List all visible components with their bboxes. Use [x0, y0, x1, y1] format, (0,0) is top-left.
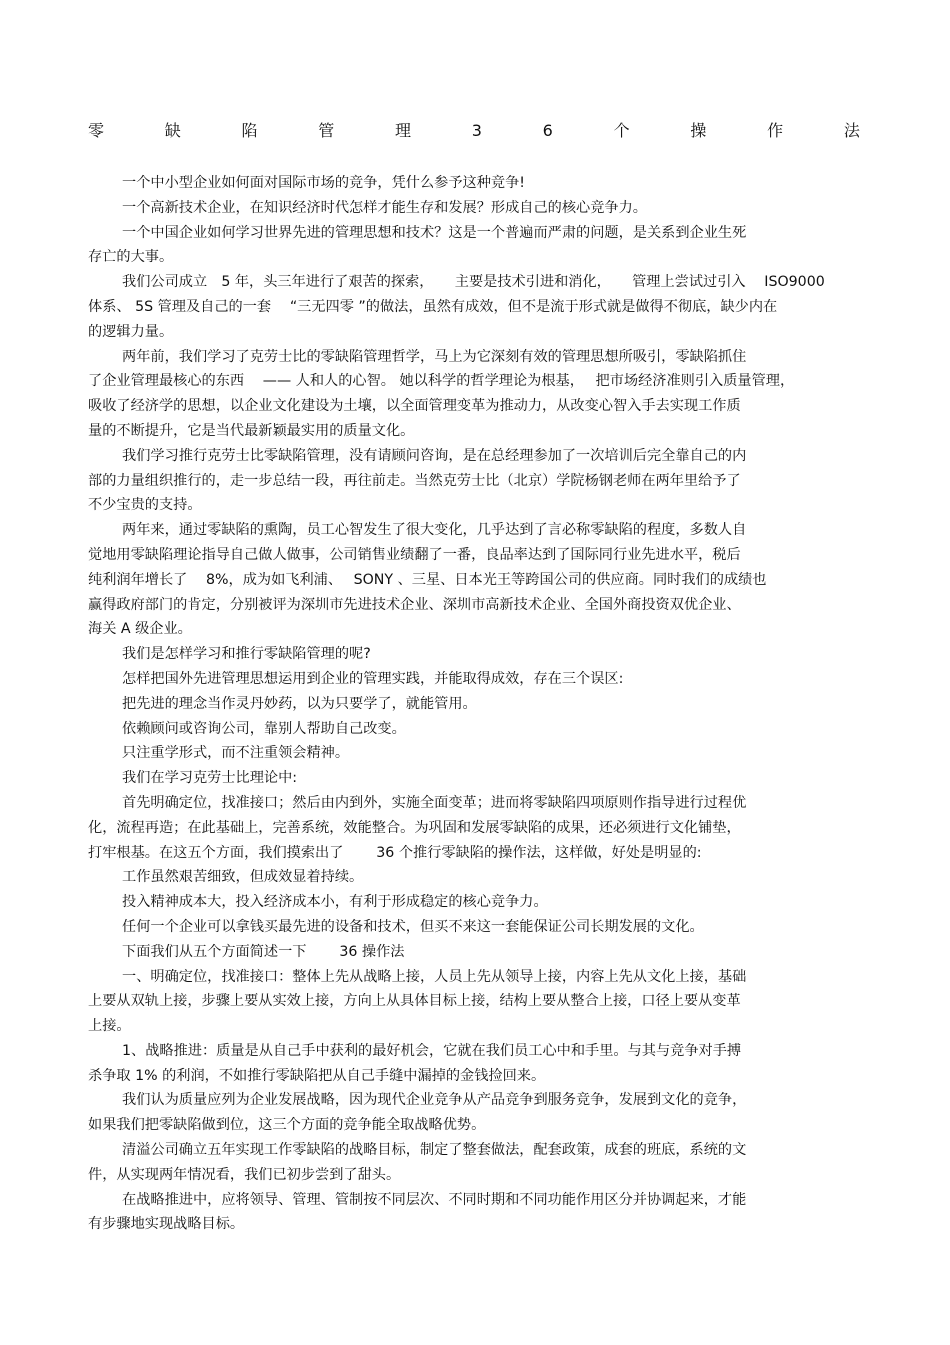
text-line: 不少宝贵的支持。 — [88, 497, 202, 514]
text-line: 上要从双轨上接，步骤上要从实效上接，方向上从具体目标上接，结构上要从整合上接，口径上要从变革 — [88, 993, 741, 1010]
text-line: 一个中国企业如何学习世界先进的管理思想和技术？这是一个普遍而严肃的问题，是关系到企业生死 — [122, 224, 747, 241]
text-line: 一个中小型企业如何面对国际市场的竞争，凭什么参予这种竞争! — [122, 175, 525, 191]
text-line: 两年前，我们学习了克劳士比的零缺陷管理哲学，马上为它深刻有效的管理思想所吸引，零缺陷抓住 — [122, 348, 747, 365]
text-line: 件，从实现两年情况看，我们已初步尝到了甜头。 — [88, 1166, 401, 1183]
text-line: 如果我们把零缺陷做到位，这三个方面的竞争能全取战略优势。 — [88, 1117, 486, 1134]
text-line: 部的力量组织推行的，走一步总结一段，再往前走。当然克劳士比（北京）学院杨钢老师在两年里给予了 — [88, 472, 741, 489]
text-line: 1、战略推进：质量是从自己手中获利的最好机会，它就在我们员工心中和手里。与其与竞争对手搏 — [122, 1042, 742, 1059]
text-line: 上接。 — [88, 1018, 131, 1035]
text-line: 纯利润年增长了 8%，成为如飞利浦、 SONY 、三星、日本光王等跨国公司的供应商。同时我们的成绩也 — [88, 571, 767, 588]
text-line: 一、明确定位，找准接口：整体上先从战略上接，人员上先从领导上接，内容上先从文化上接，基础 — [122, 968, 747, 985]
document-title — [88, 119, 860, 143]
title-char: 零 — [88, 121, 105, 140]
text-line: 下面我们从五个方面简述一下 36 操作法 — [122, 943, 405, 960]
text-line: 我们学习推行克劳士比零缺陷管理，没有请顾问咨询，是在总经理参加了一次培训后完全靠自己的内 — [122, 447, 747, 464]
text-line: 只注重学形式，而不注重领会精神。 — [122, 745, 350, 762]
text-line: 两年来，通过零缺陷的熏陶，员工心智发生了很大变化，几乎达到了言必称零缺陷的程度，多数人自 — [122, 522, 747, 539]
title-char: 理 — [395, 121, 412, 140]
text-line: 我们在学习克劳士比理论中: — [122, 770, 298, 787]
text-line: 我们认为质量应列为企业发展战略，因为现代企业竞争从产品竞争到服务竞争，发展到文化的竞争， — [122, 1092, 747, 1109]
title-char: 个 — [613, 121, 630, 140]
text-line: 一个高新技术企业，在知识经济时代怎样才能生存和发展？形成自己的核心竞争力。 — [122, 199, 647, 216]
text-line: 任何一个企业可以拿钱买最先进的设备和技术，但买不来这一套能保证公司长期发展的文化。 — [122, 918, 704, 935]
title-char: 3 — [471, 121, 482, 140]
text-line: 体系、 5S 管理及自己的一套 “三无四零 ”的做法，虽然有成效，但不是流于形式就是做得不彻底，缺少内在 — [88, 298, 778, 315]
text-line: 吸收了经济学的思想，以企业文化建设为土壤，以全面管理变革为推动力，从改变心智入手去实现工作质 — [88, 398, 741, 415]
text-line: 存亡的大事。 — [88, 249, 174, 266]
title-char: 管 — [318, 121, 335, 140]
text-line: 依赖顾问或咨询公司，靠别人帮助自己改变。 — [122, 720, 406, 737]
title-char: 缺 — [164, 121, 181, 140]
text-line: 量的不断提升，它是当代最新颖最实用的质量文化。 — [88, 422, 415, 439]
title-char: 操 — [690, 121, 707, 140]
text-line: 投入精神成本大，投入经济成本小，有利于形成稳定的核心竞争力。 — [122, 894, 548, 911]
document-body — [88, 171, 868, 1237]
text-line: 打牢根基。在这五个方面，我们摸索出了 36 个推行零缺陷的操作法，这样做，好处是明显的: — [88, 844, 702, 861]
text-line: 杀争取 1% 的利润，不如推行零缺陷把从自己手缝中漏掉的金钱捡回来。 — [88, 1067, 546, 1084]
title-char: 法 — [843, 121, 860, 140]
text-line: 化，流程再造；在此基础上，完善系统，效能整合。为巩固和发展零缺陷的成果，还必须进行文化铺垫， — [88, 819, 741, 836]
text-line: 我们公司成立 5 年，头三年进行了艰苦的探索， 主要是技术引进和消化， 管理上尝试过引入 ISO9000 — [122, 274, 825, 291]
title-char: 陷 — [241, 121, 258, 140]
title-char: 6 — [542, 121, 553, 140]
text-line: 海关 A 级企业。 — [88, 621, 192, 638]
text-line: 了企业管理最核心的东西 —— 人和人的心智。 她以科学的哲学理论为根基， 把市场经济准则引入质量管理， — [88, 373, 795, 390]
text-line: 我们是怎样学习和推行零缺陷管理的呢? — [122, 646, 371, 663]
text-line: 首先明确定位，找准接口；然后由内到外，实施全面变革；进而将零缺陷四项原则作指导进行过程优 — [122, 794, 747, 811]
text-line: 清溢公司确立五年实现工作零缺陷的战略目标，制定了整套做法，配套政策，成套的班底，系统的文 — [122, 1142, 747, 1159]
text-line: 有步骤地实现战略目标。 — [88, 1216, 245, 1233]
text-line: 怎样把国外先进管理思想运用到企业的管理实践，并能取得成效，存在三个误区: — [122, 670, 624, 687]
text-line: 觉地用零缺陷理论指导自己做人做事，公司销售业绩翻了一番，良品率达到了国际同行业先进水平，税后 — [88, 546, 741, 563]
text-line: 把先进的理念当作灵丹妙药，以为只要学了，就能管用。 — [122, 695, 477, 712]
title-char: 作 — [767, 121, 784, 140]
text-line: 赢得政府部门的肯定，分别被评为深圳市先进技术企业、深圳市高新技术企业、全国外商投资双优企业、 — [88, 596, 741, 613]
text-line: 的逻辑力量。 — [88, 323, 174, 340]
text-line: 在战略推进中，应将领导、管理、管制按不同层次、不同时期和不同功能作用区分并协调起来，才能 — [122, 1191, 747, 1208]
text-line: 工作虽然艰苦细致，但成效显着持续。 — [122, 869, 364, 886]
